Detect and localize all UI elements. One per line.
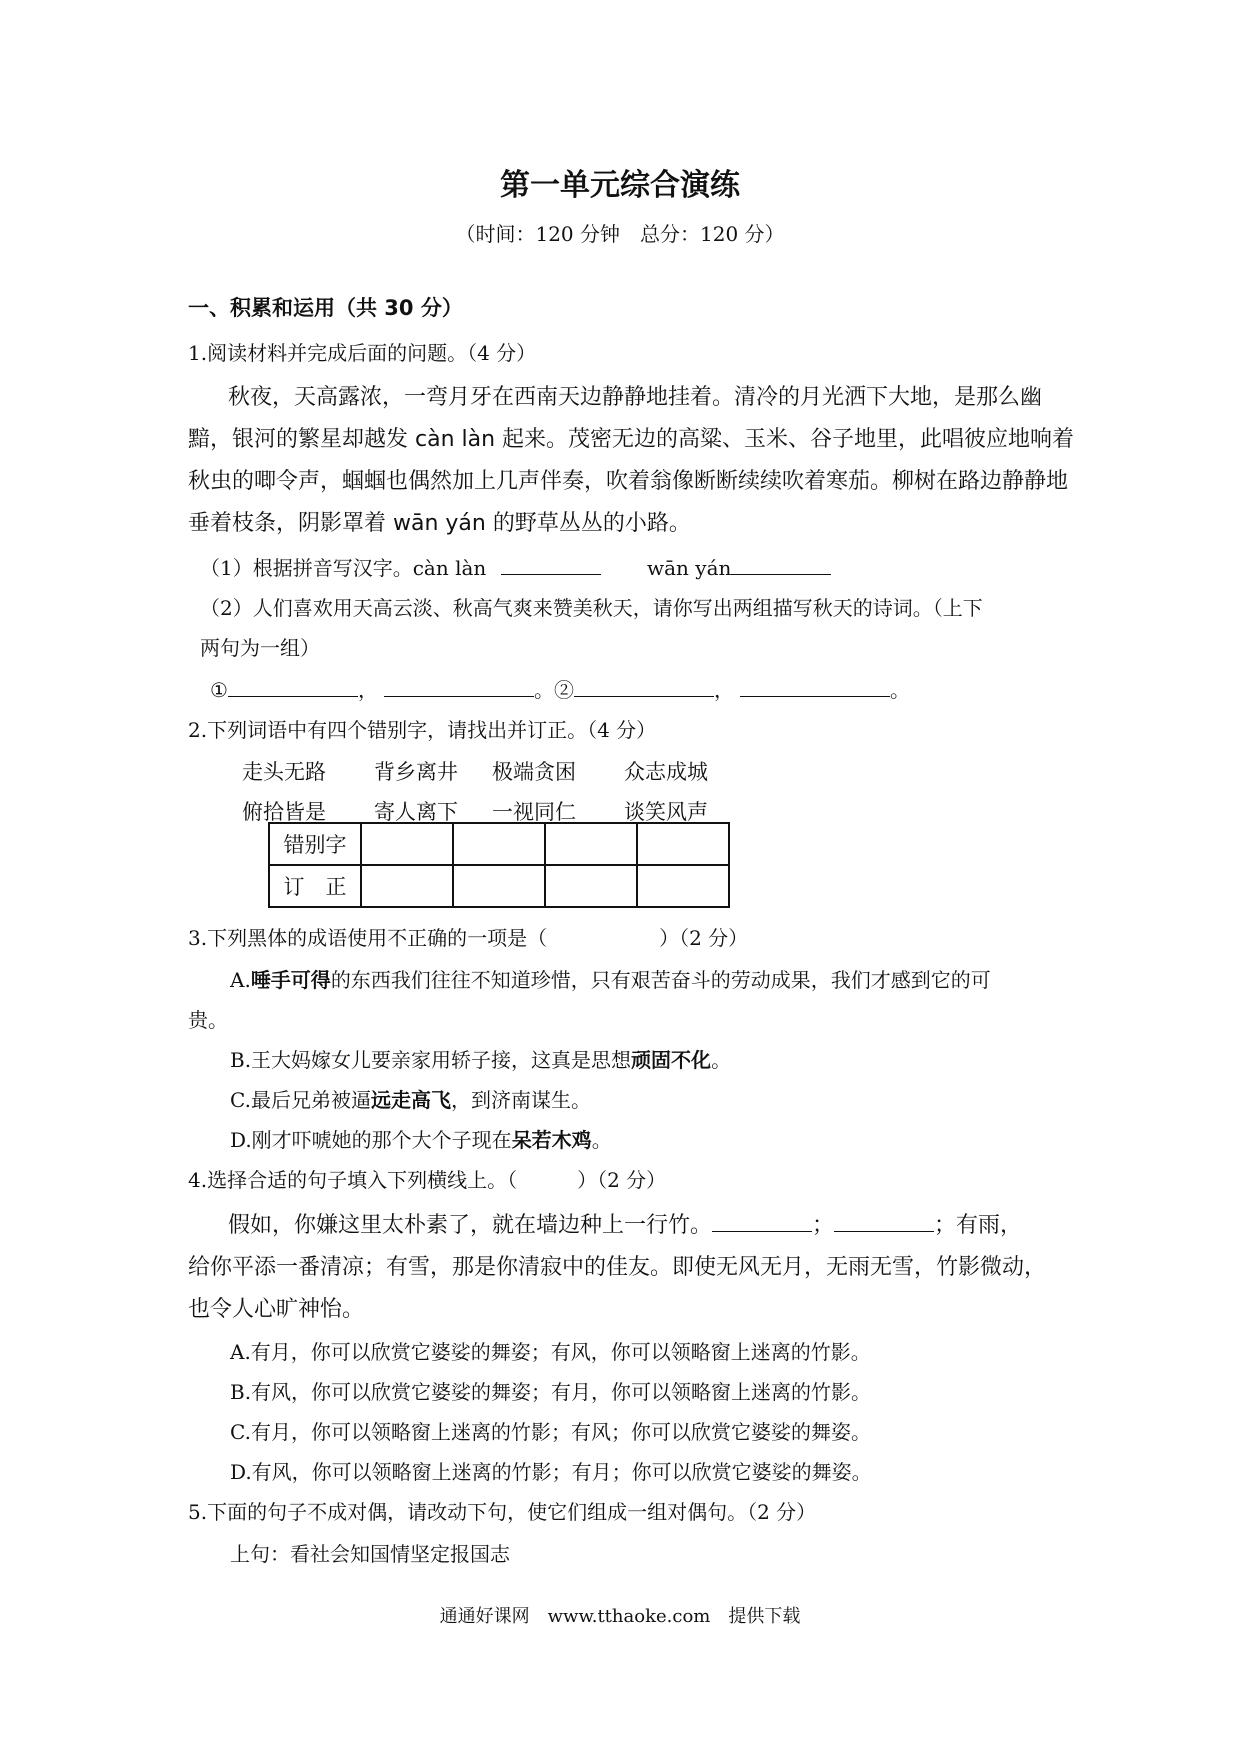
- table-cell[interactable]: [361, 823, 453, 865]
- q4-option-c: C.有月，你可以领略窗上迷离的竹影；有风；你可以欣赏它婆娑的舞姿。: [230, 1420, 871, 1444]
- q3-stem-a: 3.下列黑体的成语使用不正确的一项是（: [188, 926, 548, 950]
- q1-sub1-mid: wān yán: [647, 556, 732, 580]
- table-head-correct: 订 正: [269, 865, 361, 907]
- table-cell[interactable]: [545, 823, 637, 865]
- table-cell[interactable]: [453, 823, 545, 865]
- q2-word: 背乡离井: [374, 760, 458, 784]
- q1-sub1-blank-1[interactable]: [501, 552, 601, 575]
- q3-option-d: [230, 1124, 612, 1153]
- q2-word: 寄人离下: [374, 800, 458, 824]
- q1-passage-line-2: 黯，银河的繁星却越发 càn làn 起来。茂密无边的高粱、玉米、谷子地里，此唱彼应地响着: [188, 427, 1075, 452]
- option-text: D.刚才吓唬她的那个大个子现在: [230, 1128, 512, 1152]
- q4-option-a: A.有月，你可以欣赏它婆娑的舞姿；有风，你可以领略窗上迷离的竹影。: [230, 1340, 871, 1364]
- marker-2: ②: [553, 678, 574, 702]
- q2-word: 谈笑风声: [624, 800, 708, 824]
- option-text: 的东西我们往往不知道珍惜，只有艰苦奋斗的劳动成果，我们才感到它的可: [330, 968, 991, 992]
- table-cell[interactable]: [361, 865, 453, 907]
- option-text: ，到济南谋生。: [450, 1088, 591, 1112]
- table-cell[interactable]: [545, 865, 637, 907]
- correction-table: [268, 822, 730, 908]
- table-row: [269, 865, 729, 907]
- exam-meta: （时间：120 分钟 总分：120 分）: [455, 222, 785, 246]
- table-cell[interactable]: [453, 865, 545, 907]
- q5-upper-line: 上句：看社会知国情坚定报国志: [230, 1542, 510, 1566]
- bold-idiom: 唾手可得: [250, 968, 331, 992]
- marker-1: ①: [210, 678, 228, 702]
- q1-sub2-line-1: （2）人们喜欢用天高云淡、秋高气爽来赞美秋天，请你写出两组描写秋天的诗词。（上下: [200, 596, 983, 620]
- q3-stem: [188, 922, 748, 951]
- q3-option-b: [230, 1044, 731, 1073]
- poem-blank-2a[interactable]: [574, 674, 714, 697]
- q2-word: 走头无路: [242, 760, 326, 784]
- option-text: B.王大妈嫁女儿要亲家用轿子接，这真是思想: [230, 1048, 632, 1072]
- q4-semicolon: ；: [812, 1213, 835, 1238]
- q1-sub1: [200, 552, 831, 581]
- table-row: [269, 823, 729, 865]
- q4-passage-text: ；有雨，: [934, 1213, 1023, 1238]
- poem-blank-2b[interactable]: [740, 674, 890, 697]
- q2-word: 极端贪困: [492, 760, 576, 784]
- q4-option-b: B.有风，你可以欣赏它婆娑的舞姿；有月，你可以领略窗上迷离的竹影。: [230, 1380, 872, 1404]
- option-text: 。: [591, 1128, 612, 1152]
- option-text: C.最后兄弟被逼: [230, 1088, 371, 1112]
- q1-sub1-blank-2[interactable]: [731, 552, 831, 575]
- section-heading: 一、积累和运用（共 30 分）: [188, 296, 463, 320]
- q2-stem: 2.下列词语中有四个错别字，请找出并订正。（4 分）: [188, 718, 657, 742]
- table-head-wrong: 错别字: [269, 823, 361, 865]
- poem-blank-1a[interactable]: [228, 674, 358, 697]
- q1-stem: 1.阅读材料并完成后面的问题。（4 分）: [188, 341, 537, 365]
- q4-stem: 4.选择合适的句子填入下列横线上。（ ）（2 分）: [188, 1168, 667, 1192]
- q4-option-d: D.有风，你可以领略窗上迷离的竹影；有月；你可以欣赏它婆娑的舞姿。: [230, 1460, 872, 1484]
- q1-sub1-prefix: （1）根据拼音写汉字。càn làn: [200, 556, 487, 580]
- table-cell[interactable]: [637, 823, 729, 865]
- q2-word: 众志成城: [624, 760, 708, 784]
- page-footer: 通通好课网 www.tthaoke.com 提供下载: [439, 1606, 801, 1627]
- comma-1: ，: [357, 678, 378, 702]
- page-title: 第一单元综合演练: [500, 168, 740, 203]
- q4-blank-2[interactable]: [834, 1209, 934, 1232]
- q5-stem: 5.下面的句子不成对偶，请改动下句，使它们组成一组对偶句。（2 分）: [188, 1500, 817, 1524]
- q2-word-row-1: [242, 756, 708, 786]
- q3-option-a-line-2: 贵。: [188, 1008, 228, 1032]
- period-2: 。: [889, 678, 910, 702]
- q1-passage-line-1: 秋夜，天高露浓，一弯月牙在西南天边静静地挂着。清冷的月光洒下大地，是那么幽: [228, 385, 1043, 410]
- period-1: 。: [533, 678, 554, 702]
- option-letter: A.: [230, 968, 251, 992]
- q4-passage-line-1: [228, 1208, 1022, 1239]
- poem-blank-1b[interactable]: [384, 674, 534, 697]
- q1-passage-line-4: 垂着枝条，阴影罩着 wān yán 的野草丛丛的小路。: [188, 511, 691, 536]
- q1-sub2-line-2: 两句为一组）: [200, 636, 320, 660]
- bold-idiom: 顽固不化: [631, 1048, 712, 1072]
- q4-passage-line-3: 也令人心旷神怡。: [188, 1297, 365, 1322]
- q4-passage-text: 假如，你嫌这里太朴素了，就在墙边种上一行竹。: [228, 1213, 713, 1238]
- bold-idiom: 远走高飞: [370, 1088, 451, 1112]
- table-cell[interactable]: [637, 865, 729, 907]
- q1-passage-line-3: 秋虫的唧令声，蝈蝈也偶然加上几声伴奏，吹着翁像断断续续吹着寒茄。柳树在路边静静地: [188, 469, 1069, 494]
- q2-word: 俯拾皆是: [242, 800, 326, 824]
- comma-2: ，: [713, 678, 734, 702]
- q3-option-c: [230, 1084, 591, 1113]
- q4-passage-line-2: 给你平添一番清凉；有雪，那是你清寂中的佳友。即使无风无月，无雨无雪，竹影微动，: [188, 1255, 1047, 1280]
- q3-option-a: [230, 964, 991, 993]
- q3-stem-b: ）（2 分）: [659, 926, 749, 950]
- option-text: 。: [711, 1048, 732, 1072]
- q4-blank-1[interactable]: [712, 1209, 812, 1232]
- bold-idiom: 呆若木鸡: [511, 1128, 592, 1152]
- q2-word: 一视同仁: [492, 800, 576, 824]
- q1-answer-line: [210, 674, 910, 703]
